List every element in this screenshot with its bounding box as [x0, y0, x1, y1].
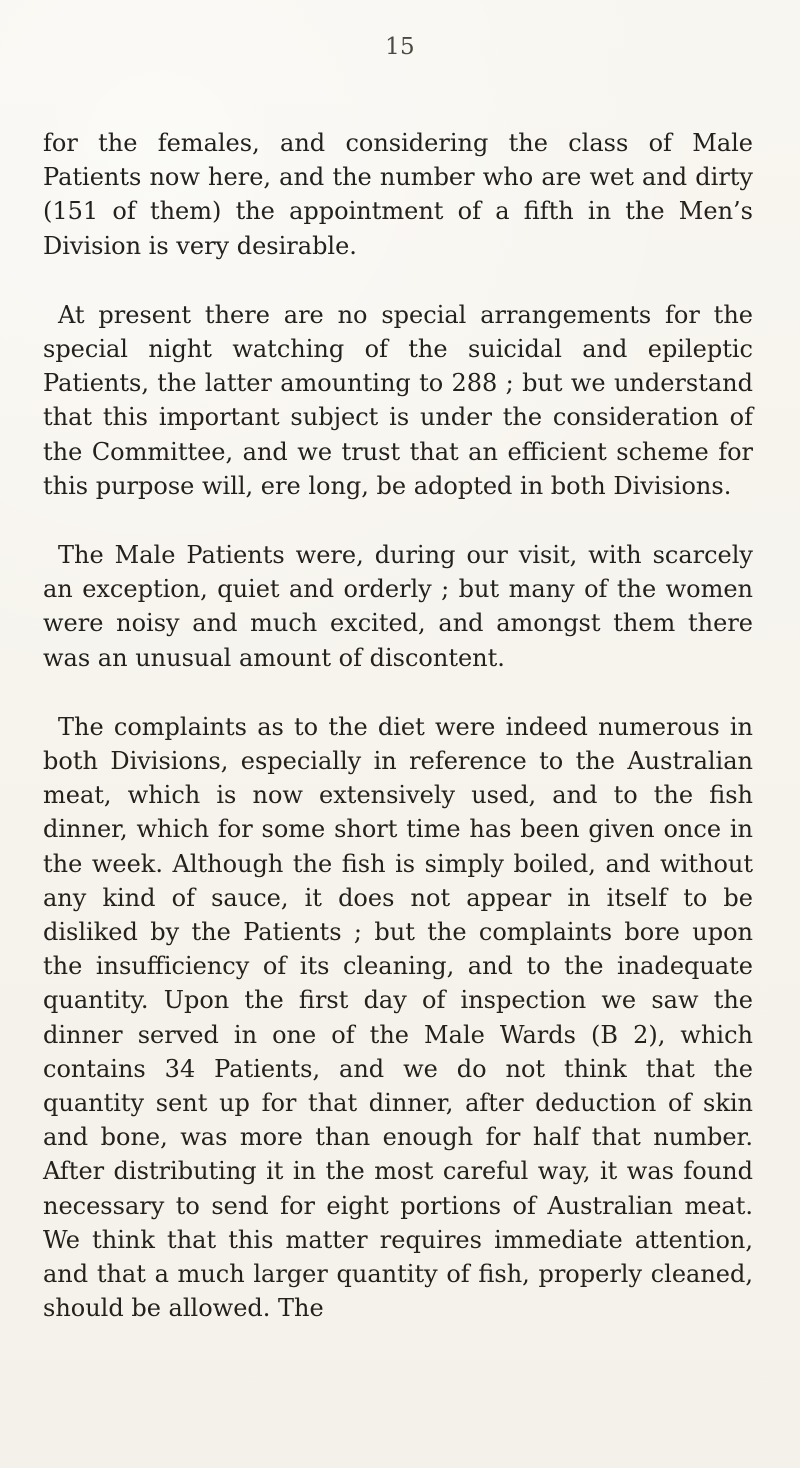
paragraph-1: for the females, and considering the class of Male Patients now here, and the number who are wet and dirty (151 of them) the appointment of a fifth in the Men’s Division is very desirable.	[43, 129, 753, 260]
page-content	[43, 126, 753, 1326]
page-number: 15	[385, 34, 415, 60]
paragraph-2: At present there are no special arrangements for the special night watching of the suicidal and epileptic Patients, the latter amounting to 288 ; but we understand that this important subject is under the consideration of the Committee, and we trust that an efficient scheme for this purpose will, ere long, be adopted in both Divisions.	[43, 300, 753, 500]
paragraph-3: The Male Patients were, during our visit, with scarcely an exception, quiet and orderly ; but many of the women were noisy and much excited, and amongst them there was an unusual amount of discontent.	[43, 541, 753, 672]
paragraph-4: The complaints as to the diet were indeed numerous in both Divisions, especially in reference to the Australian meat, which is now extensively used, and to the fish dinner, which for some short time has been given once in the week. Although the fish is simply boiled, and without any kind of sauce, it does not appear in itself to be disliked by the Patients ; but the complaints bore upon the insufficiency of its cleaning, and to the inadequate quantity. Upon the first day of inspection we saw the dinner served in one of the Male Wards (B 2), which contains 34 Patients, and we do not think that the quantity sent up for that dinner, after deduction of skin and bone, was more than enough for half that number. After distributing it in the most careful way, it was found necessary to send for eight portions of Australian meat. We think that this matter requires immediate attention, and that a much larger quantity of fish, properly cleaned, should be allowed. The	[43, 712, 753, 1323]
